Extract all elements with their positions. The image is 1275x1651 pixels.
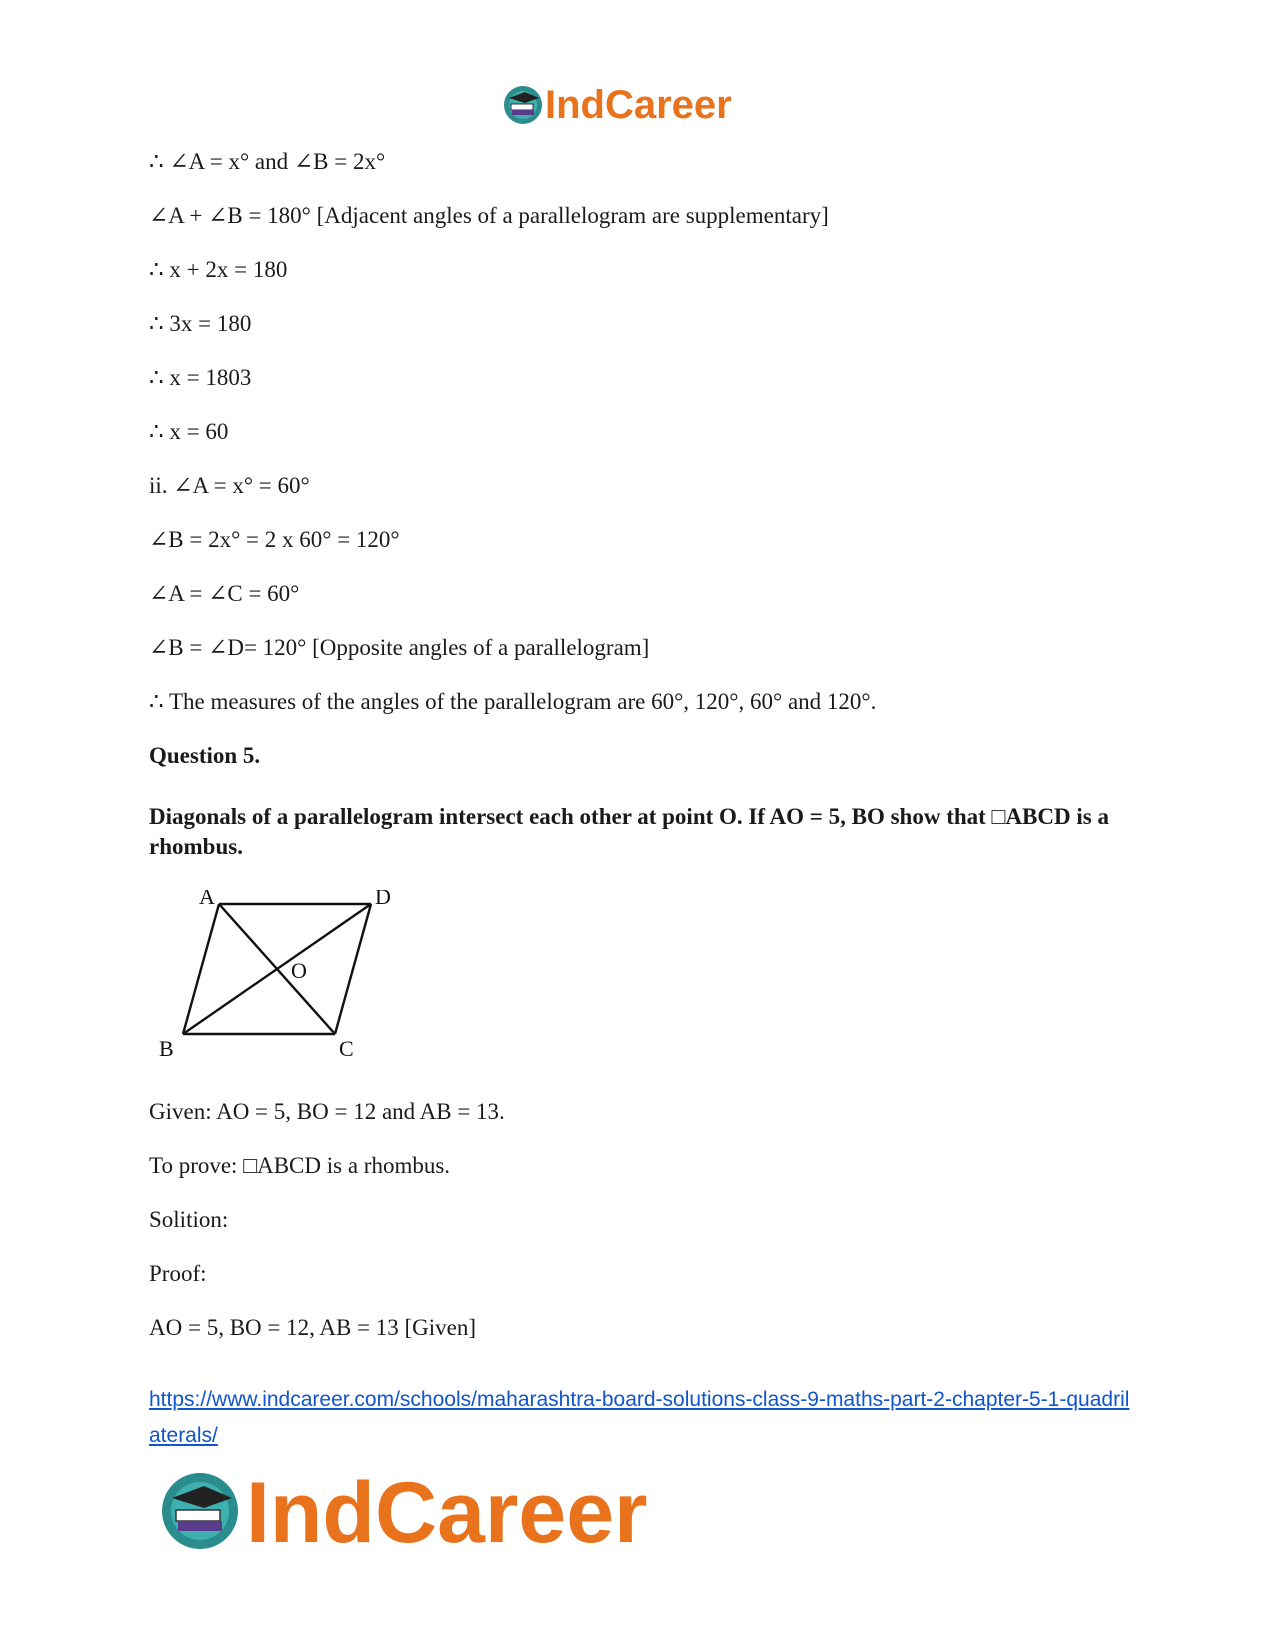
text-line: ∠B = ∠D= 120° [Opposite angles of a parallelogram] bbox=[149, 635, 650, 660]
parallelogram-diagram bbox=[149, 890, 409, 1075]
logo-emblem-icon bbox=[504, 86, 542, 124]
vertex-label-d: D bbox=[375, 890, 391, 909]
source-link[interactable]: https://www.indcareer.com/schools/maharashtra-board-solutions-class-9-maths-part-2-chapter-5-1-quadrilaterals/ bbox=[149, 1388, 1130, 1447]
footer-logo-text: IndCareer bbox=[246, 1466, 648, 1556]
vertex-label-c: C bbox=[339, 1036, 354, 1061]
side-dc bbox=[335, 904, 371, 1034]
question-heading: Question 5. bbox=[149, 743, 261, 768]
question-text: Diagonals of a parallelogram intersect each other at point O. If AO = 5, BO show that □ABCD is a rhombus. bbox=[149, 804, 1109, 859]
solution-line-given-values: AO = 5, BO = 12, AB = 13 [Given] bbox=[149, 1315, 477, 1340]
text-line: ∴ 3x = 180 bbox=[149, 311, 252, 336]
text-line: ∠A + ∠B = 180° [Adjacent angles of a parallelogram are supplementary] bbox=[149, 203, 829, 228]
logo-emblem-icon bbox=[162, 1473, 238, 1549]
text-line: ∠B = 2x° = 2 x 60° = 120° bbox=[149, 527, 400, 552]
text-line: ∴ The measures of the angles of the parallelogram are 60°, 120°, 60° and 120°. bbox=[149, 689, 877, 714]
vertex-label-a: A bbox=[199, 890, 215, 909]
vertex-label-b: B bbox=[159, 1036, 174, 1061]
solution-line-solution: Solition: bbox=[149, 1207, 229, 1232]
point-label-o: O bbox=[291, 958, 307, 983]
footer-logo bbox=[160, 1466, 690, 1556]
solution-line-to-prove: To prove: □ABCD is a rhombus. bbox=[149, 1153, 451, 1178]
text-line: ∠A = ∠C = 60° bbox=[149, 581, 300, 606]
solution-line-given: Given: AO = 5, BO = 12 and AB = 13. bbox=[149, 1099, 505, 1124]
text-line: ii. ∠A = x° = 60° bbox=[149, 473, 310, 498]
text-line: ∴ x = 1803 bbox=[149, 365, 252, 390]
solution-line-proof: Proof: bbox=[149, 1261, 207, 1286]
text-line: ∴ ∠A = x° and ∠B = 2x° bbox=[149, 149, 386, 174]
header-logo-text: IndCareer bbox=[545, 83, 732, 127]
side-ba bbox=[183, 904, 219, 1034]
text-line: ∴ x = 60 bbox=[149, 419, 229, 444]
text-line: ∴ x + 2x = 180 bbox=[149, 257, 288, 282]
diagonal-bd bbox=[183, 904, 371, 1034]
header-logo bbox=[503, 80, 773, 130]
